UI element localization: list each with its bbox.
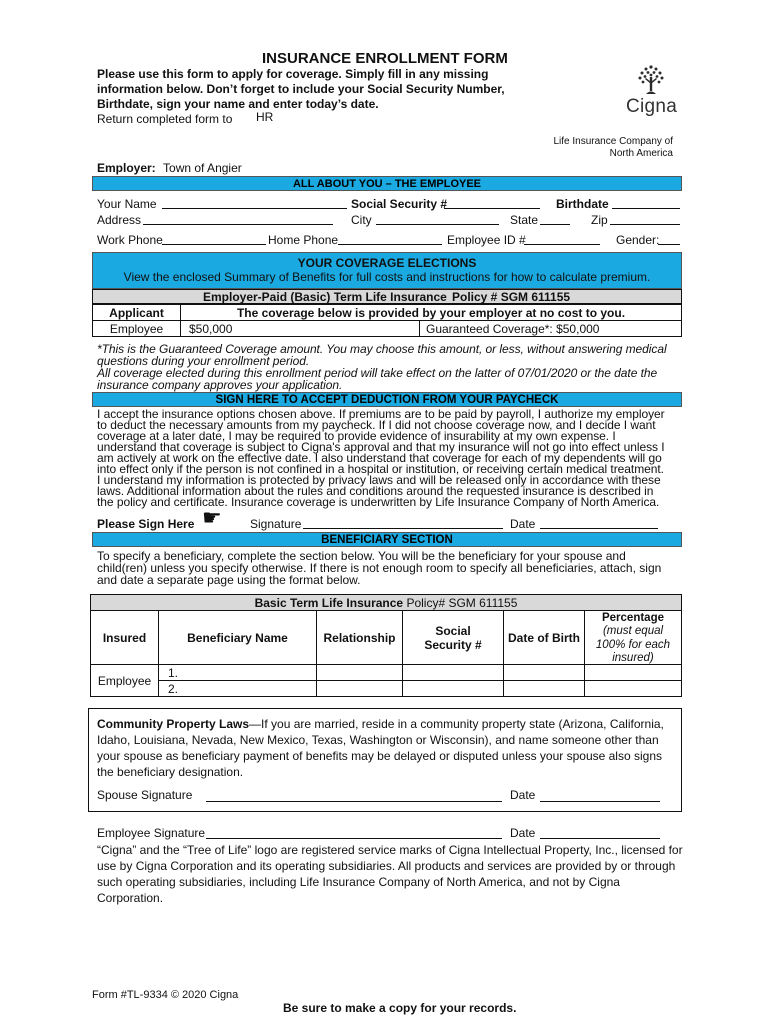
community-line-1 <box>97 716 664 732</box>
col-beneficiary-name: Beneficiary Name <box>158 610 317 665</box>
authorization-line-1: I accept the insurance options chosen above. If premiums are to be paid by payroll, I authorize my employer <box>97 407 665 421</box>
row-1-ssn[interactable] <box>402 664 504 681</box>
authorization-line-4: understand that coverage is subject to Cigna's approval and that my insurance will not go into effect unless I <box>97 440 665 454</box>
col-percentage-note-3: insured) <box>612 651 654 664</box>
amount-value: $50,000 <box>189 322 233 336</box>
community-text-1: —If you are married, reside in a community property state (Arizona, California, <box>249 717 664 731</box>
col-percentage-title: Percentage <box>601 612 664 624</box>
pointing-hand-icon: ☛ <box>202 505 222 530</box>
copy-reminder: Be sure to make a copy for your records. <box>283 1001 517 1015</box>
coverage-note-3: All coverage elected during this enrollment period will take effect on the latter of 07/01/2020 or the date the <box>97 366 658 380</box>
your-name-label: Your Name <box>97 197 157 211</box>
birthdate-label: Birthdate <box>556 197 609 211</box>
employer-row <box>97 161 242 175</box>
about-you-bar: ALL ABOUT YOU – THE EMPLOYEE <box>92 176 682 191</box>
authorization-line-9: the policy and certificate. Insurance coverage is underwritten by Life Insurance Company of North America. <box>97 495 660 509</box>
employer-label: Employer: <box>97 161 156 175</box>
row-2-percentage[interactable] <box>584 680 682 697</box>
community-line-2: Idaho, Louisiana, Nevada, New Mexico, Texas, Washington or Wisconsin), and name someone other than <box>97 733 659 747</box>
col-date-of-birth: Date of Birth <box>503 610 585 665</box>
authorization-line-7: I understand my information is protected by privacy laws and will be released only in accordance with these <box>97 473 661 487</box>
row-2-dob[interactable] <box>503 680 585 697</box>
city-label: City <box>351 213 372 227</box>
provided-text: The coverage below is provided by your employer at no cost to you. <box>180 304 682 321</box>
coverage-note-2: questions during your enrollment period. <box>97 354 310 368</box>
row-2-relationship[interactable] <box>316 680 403 697</box>
zip-field[interactable] <box>610 224 680 225</box>
row-1-relationship[interactable] <box>316 664 403 681</box>
work-phone-label: Work Phone <box>97 233 163 247</box>
state-label: State <box>510 213 539 227</box>
col-ssn <box>402 610 504 665</box>
coverage-elections-title: YOUR COVERAGE ELECTIONS <box>297 256 477 270</box>
community-line-4: the beneficiary designation. <box>97 765 244 779</box>
col-percentage-note-1: (must equal <box>602 625 664 638</box>
address-label: Address <box>97 213 142 227</box>
row-1-number: 1. <box>168 666 179 680</box>
beneficiary-bar: BENEFICIARY SECTION <box>92 532 682 547</box>
guaranteed-cell <box>419 320 682 337</box>
row-insured-employee: Employee <box>90 664 159 697</box>
state-field[interactable] <box>540 224 570 225</box>
form-number: Form #TL-9334 © 2020 Cigna <box>92 989 239 1001</box>
your-name-field[interactable] <box>162 208 347 209</box>
ssn-label: Social Security # <box>351 197 448 211</box>
employer-value[interactable]: Town of Angier <box>163 161 242 175</box>
please-sign-label: Please Sign Here <box>97 517 195 531</box>
row-2-name[interactable] <box>158 680 317 697</box>
row-2-number: 2. <box>168 682 179 696</box>
authorization-line-2: to deduct the necessary amounts from my paycheck. If I did not choose coverage now, and I decide I want <box>97 418 656 432</box>
employee-date-field[interactable] <box>540 838 660 839</box>
intro-line-1: Please use this form to apply for coverage. Simply fill in any missing <box>97 67 489 81</box>
gender-label: Gender: <box>616 233 660 247</box>
spouse-date-label: Date <box>510 788 536 802</box>
trademark-line-3: such operating subsidiaries, including Life Insurance Company of North America, and not by Cigna <box>97 875 620 889</box>
plan-policy: Policy # SGM 611155 <box>452 290 571 304</box>
company-line-1: Life Insurance Company of <box>553 136 673 147</box>
col-percentage <box>584 610 682 665</box>
spouse-signature-label: Spouse Signature <box>97 788 193 802</box>
authorization-line-5: am actively at work on the effective date. I also understand that coverage for each of my dependents will go <box>97 451 662 465</box>
company-line-2: North America <box>609 148 673 159</box>
signature-label: Signature <box>250 517 302 531</box>
plan-header-row <box>92 289 682 304</box>
tree-of-life-icon <box>636 64 666 96</box>
cigna-logo <box>624 64 676 116</box>
cigna-wordmark: Cigna <box>626 96 678 117</box>
intro-line-3: Birthdate, sign your name and enter today’s date. <box>97 97 379 111</box>
col-ssn-line-2: Security # <box>424 638 482 652</box>
authorization-line-3: coverage at a later date, I may be required to provide evidence of insurability at my own expense. I <box>97 429 616 443</box>
authorization-line-6: into effect only if the person is not confined in a hospital or institution, or receiving certain medical treatment. <box>97 462 664 476</box>
beneficiary-intro-1: To specify a beneficiary, complete the section below. You will be the beneficiary for your spouse and <box>97 549 626 563</box>
coverage-note-1: *This is the Guaranteed Coverage amount. You may choose this amount, or less, without answering medical <box>97 342 667 356</box>
col-insured: Insured <box>90 610 159 665</box>
employee-date-label: Date <box>510 826 536 840</box>
employee-signature-field[interactable] <box>206 838 502 839</box>
community-title: Community Property Laws <box>97 717 250 731</box>
beneficiary-plan-name: Basic Term Life Insurance <box>254 596 404 610</box>
spouse-date-field[interactable] <box>540 801 660 802</box>
community-line-3: your spouse as beneficiary payment of benefits may be delayed or disputed unless your spouse also signs <box>97 749 662 763</box>
coverage-elections-subtitle: View the enclosed Summary of Benefits for full costs and instructions for how to calculate premium. <box>123 270 651 284</box>
trademark-line-4: Corporation. <box>97 891 164 905</box>
city-field[interactable] <box>376 224 499 225</box>
gender-field[interactable] <box>658 244 680 245</box>
row-1-name[interactable] <box>158 664 317 681</box>
spouse-signature-field[interactable] <box>206 801 502 802</box>
return-label: Return completed form to <box>97 112 233 126</box>
applicant-header: Applicant <box>92 304 181 321</box>
plan-name: Employer-Paid (Basic) Term Life Insurance <box>203 290 447 304</box>
col-ssn-line-1: Social <box>435 624 471 638</box>
col-percentage-note-2: 100% for each <box>595 638 671 651</box>
beneficiary-table-title <box>90 594 682 611</box>
employee-signature-label: Employee Signature <box>97 826 206 840</box>
row-1-dob[interactable] <box>503 664 585 681</box>
sign-date-label: Date <box>510 517 536 531</box>
work-phone-field[interactable] <box>162 244 266 245</box>
row-2-ssn[interactable] <box>402 680 504 697</box>
birthdate-field[interactable] <box>612 208 680 209</box>
beneficiary-intro-2: child(ren) unless you specify otherwise. If there is not enough room to specify all beneficiaries, attach, sign <box>97 561 662 575</box>
employee-id-label: Employee ID # <box>447 233 526 247</box>
beneficiary-intro-3: and date a separate page using the format below. <box>97 573 361 587</box>
trademark-line-2: use by Cigna Corporation and its operating subsidiaries. All products and services are provided by or through <box>97 859 676 873</box>
form-title: INSURANCE ENROLLMENT FORM <box>262 50 508 67</box>
row-1-percentage[interactable] <box>584 664 682 681</box>
sign-here-bar: SIGN HERE TO ACCEPT DEDUCTION FROM YOUR PAYCHECK <box>92 392 682 407</box>
guaranteed-value: Guaranteed Coverage*: $50,000 <box>426 322 600 336</box>
trademark-line-1: “Cigna” and the “Tree of Life” logo are registered service marks of Cigna Intellectual Property, Inc., licensed for <box>97 843 683 857</box>
ssn-field[interactable] <box>444 208 540 209</box>
home-phone-field[interactable] <box>338 244 442 245</box>
applicant-employee: Employee <box>92 320 181 337</box>
sign-date-field[interactable] <box>540 528 658 529</box>
beneficiary-plan-policy: Policy# SGM 611155 <box>406 596 518 610</box>
authorization-line-8: laws. Additional information about the rules and conditions around the requested insurance is described in <box>97 484 654 498</box>
return-to-value[interactable]: HR <box>256 110 274 124</box>
amount-cell <box>180 320 420 337</box>
coverage-note-4: insurance company approves your application. <box>97 378 343 392</box>
col-relationship: Relationship <box>316 610 403 665</box>
intro-line-2: information below. Don’t forget to include your Social Security Number, <box>97 82 505 96</box>
zip-label: Zip <box>591 213 608 227</box>
employee-id-field[interactable] <box>524 244 600 245</box>
signature-field[interactable] <box>303 528 503 529</box>
home-phone-label: Home Phone <box>268 233 339 247</box>
coverage-elections-bar <box>92 252 682 289</box>
address-field[interactable] <box>143 224 333 225</box>
